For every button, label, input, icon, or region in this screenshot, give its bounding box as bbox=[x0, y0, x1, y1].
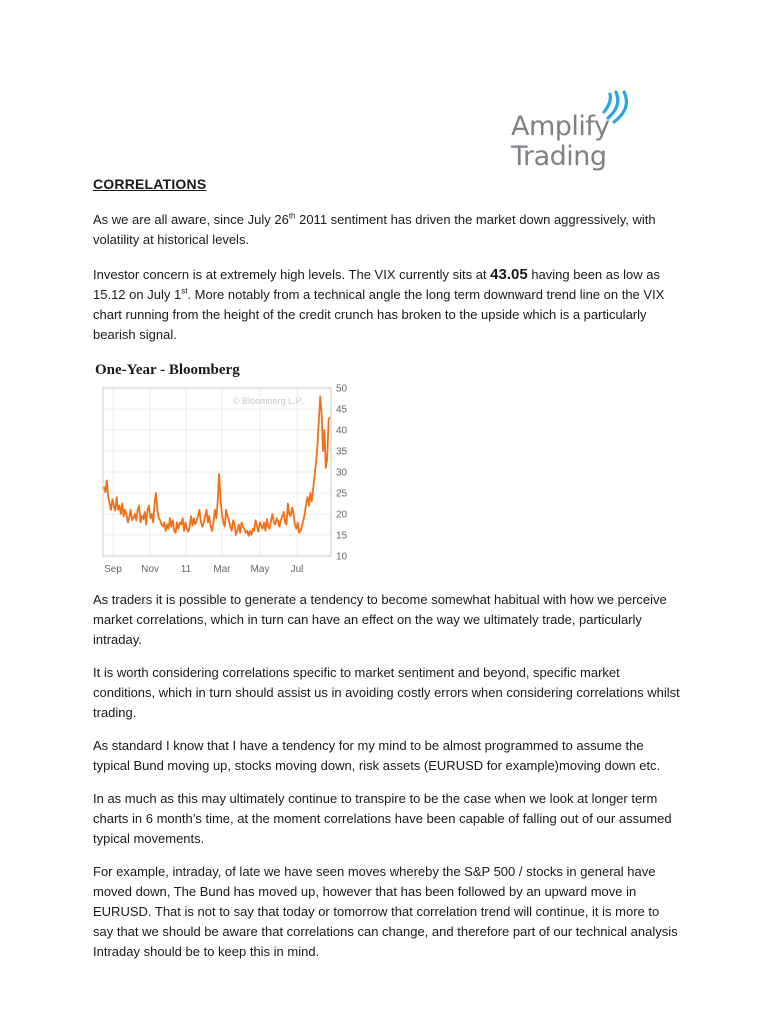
logo-text-line1: Amplify bbox=[511, 111, 610, 142]
paragraph-longer-term: In as much as this may ultimately continue to transpire to be the case when we look at longer term charts in 6 month’s time, at the moment correlations have been capable of falling out of our assumed typical movements. bbox=[93, 791, 672, 846]
x-tick-label: May bbox=[250, 564, 270, 575]
y-tick-label: 40 bbox=[336, 425, 348, 437]
y-tick-label: 35 bbox=[336, 446, 348, 458]
x-tick-label: 11 bbox=[180, 564, 192, 575]
vix-line-chart bbox=[93, 380, 363, 580]
y-tick-label: 20 bbox=[336, 509, 348, 521]
chart-watermark: © Bloomberg L.P. bbox=[232, 396, 303, 406]
x-tick-label: Mar bbox=[213, 564, 231, 575]
paragraph-sentiment: It is worth considering correlations specific to market sentiment and beyond, specific market conditions, which in turn should assist us in avoiding costly errors when considering correlations whilst trading. bbox=[93, 665, 680, 720]
x-tick-label: Sep bbox=[104, 564, 122, 575]
paragraph-vix: Investor concern is at extremely high levels. The VIX currently sits at 43.05 having been as low as 15.12 on July 1st. More notably from a technical angle the long term downward trend line on the VIX chart running from the height of the credit crunch has broken to the upside which is a particularly bearish signal. bbox=[93, 266, 665, 342]
y-tick-label: 45 bbox=[336, 404, 348, 416]
paragraph-intro: As we are all aware, since July 26th 2011 sentiment has driven the market down aggressively, with volatility at historical levels. bbox=[93, 211, 656, 247]
logo-text-line2: Trading bbox=[511, 141, 607, 172]
page-heading: CORRELATIONS bbox=[93, 176, 207, 192]
y-tick-label: 10 bbox=[336, 551, 348, 563]
y-tick-label: 15 bbox=[336, 530, 348, 542]
y-tick-label: 30 bbox=[336, 467, 348, 479]
vix-series-line bbox=[104, 396, 330, 535]
paragraph-habitual: As traders it is possible to generate a tendency to become somewhat habitual with how we perceive market correlations, which in turn can have an effect on the way we ultimately trade, particularly intraday. bbox=[93, 592, 667, 647]
vix-value: 43.05 bbox=[490, 266, 528, 283]
x-tick-label: Nov bbox=[141, 564, 159, 575]
company-logo bbox=[508, 90, 648, 175]
y-tick-label: 50 bbox=[336, 383, 348, 395]
paragraph-example: For example, intraday, of late we have seen moves whereby the S&P 500 / stocks in general have moved down, The Bund has moved up, however that has been followed by an upward move in EURUSD. That is not to say that today or tomorrow that correlation trend will continue, it is more to say that we should be aware that correlations can change, and therefore part of our technical analysis Intraday should be to keep this in mind. bbox=[93, 864, 678, 959]
y-tick-label: 25 bbox=[336, 488, 348, 500]
x-tick-label: Jul bbox=[290, 564, 304, 575]
paragraph-standard: As standard I know that I have a tendency for my mind to be almost programmed to assume the typical Bund moving up, stocks moving down, risk assets (EURUSD for example)moving down etc. bbox=[93, 738, 661, 773]
chart-title: One-Year - Bloomberg bbox=[95, 362, 240, 378]
